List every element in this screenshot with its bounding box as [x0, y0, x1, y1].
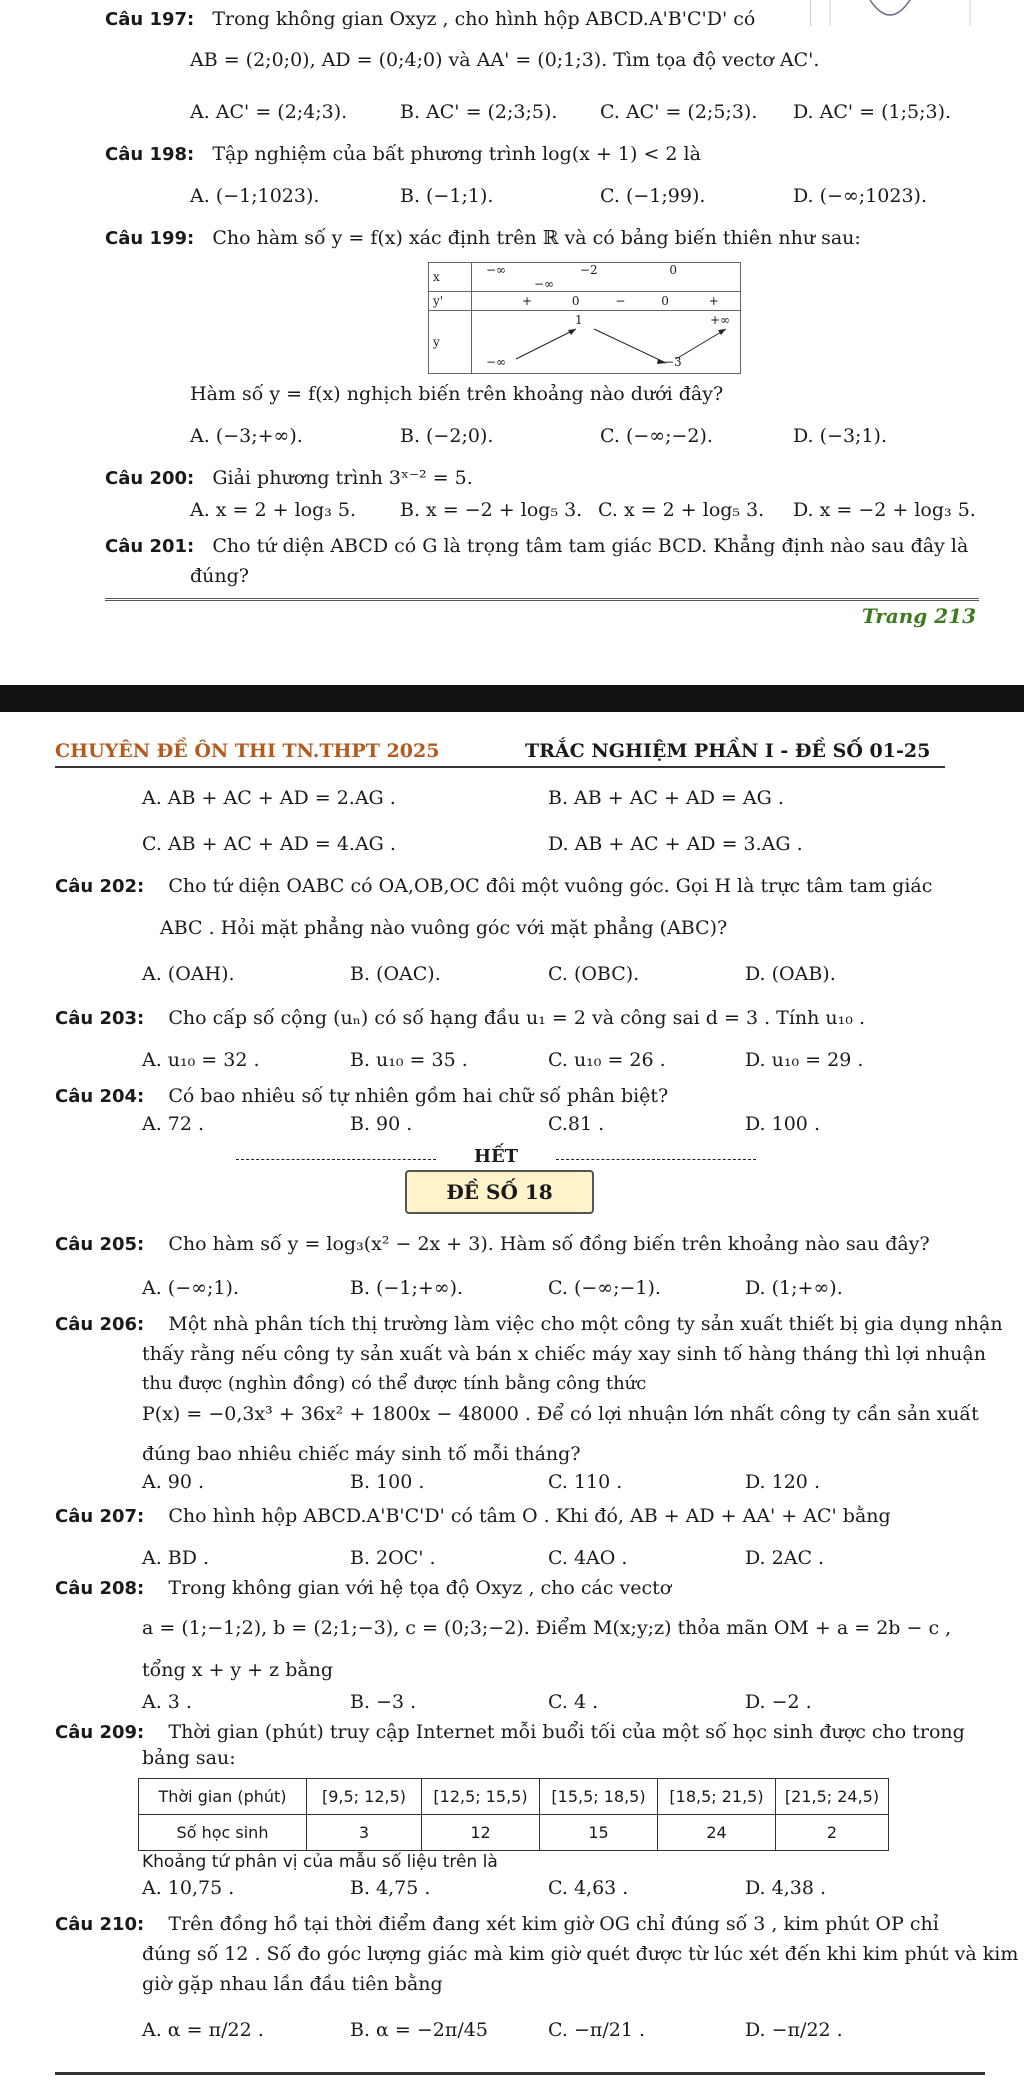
q210-line2: đúng số 12 . Số đo góc lượng giác mà kim giờ quét được từ lúc xét đến khi kim phút và kim [142, 1943, 1019, 1965]
q198-option-d[interactable]: D. (−∞;1023). [793, 185, 928, 207]
q210-line3: giờ gặp nhau lần đầu tiên bằng [142, 1973, 443, 1995]
q209-line3: Khoảng tứ phân vị của mẫu số liệu trên là [142, 1852, 498, 1872]
end-marker: HẾT [236, 1146, 756, 1167]
q208-option-d[interactable]: D. −2 . [745, 1691, 812, 1713]
q208-line2: a = (1;−1;2), b = (2;1;−3), c = (0;3;−2). Điểm M(x;y;z) thỏa mãn OM + a = 2b − c , [142, 1617, 952, 1639]
q206-option-b[interactable]: B. 100 . [350, 1471, 425, 1493]
q205-option-d[interactable]: D. (1;+∞). [745, 1277, 843, 1299]
q210-option-b[interactable]: B. α = −2π/45 [350, 2019, 488, 2041]
q209-option-a[interactable]: A. 10,75 . [142, 1877, 235, 1899]
q199-option-c[interactable]: C. (−∞;−2). [600, 425, 713, 447]
graph-decoration [810, 0, 1020, 26]
q202-option-d[interactable]: D. (OAB). [745, 963, 836, 985]
q200-option-a[interactable]: A. x = 2 + log₃ 5. [190, 499, 357, 521]
q199-question: Hàm số y = f(x) nghịch biến trên khoảng nào dưới đây? [190, 383, 724, 405]
variation-table: x −∞ −2 0 −∞ y' + 0 − 0 + y 1 +∞ −∞ −3 [428, 262, 741, 374]
q198-option-c[interactable]: C. (−1;99). [600, 185, 706, 207]
q209-option-d[interactable]: D. 4,38 . [745, 1877, 827, 1899]
q205-option-c[interactable]: C. (−∞;−1). [548, 1277, 661, 1299]
q208-option-a[interactable]: A. 3 . [142, 1691, 192, 1713]
q199-option-d[interactable]: D. (−3;1). [793, 425, 887, 447]
q208-option-c[interactable]: C. 4 . [548, 1691, 599, 1713]
q204-option-b[interactable]: B. 90 . [350, 1113, 413, 1135]
q198: Câu 198: Tập nghiệm của bất phương trình log(x + 1) < 2 là [105, 143, 701, 165]
q209-option-c[interactable]: C. 4,63 . [548, 1877, 629, 1899]
q205: Câu 205: Cho hàm số y = log₃(x² − 2x + 3). Hàm số đồng biến trên khoảng nào sau đây? [55, 1233, 930, 1255]
q206-line2: thấy rằng nếu công ty sản xuất và bán x chiếc máy xay sinh tố hàng tháng thì lợi nhuận [142, 1343, 986, 1365]
q207-option-a[interactable]: A. BD . [142, 1547, 210, 1569]
q201-option-b[interactable]: B. AB + AC + AD = AG . [548, 787, 784, 809]
q204-option-c[interactable]: C.81 . [548, 1113, 605, 1135]
q197-vectors: AB = (2;0;0), AD = (0;4;0) và AA' = (0;1;3). Tìm tọa độ vectơ AC'. [190, 49, 820, 71]
q209: Câu 209: Thời gian (phút) truy cập Internet mỗi buổi tối của một số học sinh được cho trong [55, 1721, 965, 1743]
q209-line2: bảng sau: [142, 1747, 236, 1769]
q197-option-b[interactable]: B. AC' = (2;3;5). [400, 101, 558, 123]
q202: Câu 202: Cho tứ diện OABC có OA,OB,OC đôi một vuông góc. Gọi H là trực tâm tam giác [55, 875, 933, 897]
q209-option-b[interactable]: B. 4,75 . [350, 1877, 431, 1899]
q198-option-b[interactable]: B. (−1;1). [400, 185, 494, 207]
q201: Câu 201: Cho tứ diện ABCD có G là trọng tâm tam giác BCD. Khẳng định nào sau đây là [105, 535, 969, 557]
bottom-rule [55, 2072, 985, 2075]
q207: Câu 207: Cho hình hộp ABCD.A'B'C'D' có tâm O . Khi đó, AB + AD + AA' + AC' bằng [55, 1505, 891, 1527]
frequency-table: Thời gian (phút) [9,5; 12,5) [12,5; 15,5) [15,5; 18,5) [18,5; 21,5) [21,5; 24,5) Số học sinh 3 12 15 24 2 [138, 1778, 889, 1851]
q205-option-a[interactable]: A. (−∞;1). [142, 1277, 239, 1299]
q210-option-d[interactable]: D. −π/22 . [745, 2019, 843, 2041]
q201-option-d[interactable]: D. AB + AC + AD = 3.AG . [548, 833, 803, 855]
q202-option-b[interactable]: B. (OAC). [350, 963, 441, 985]
q206-option-a[interactable]: A. 90 . [142, 1471, 205, 1493]
q199-option-b[interactable]: B. (−2;0). [400, 425, 494, 447]
q201-option-a[interactable]: A. AB + AC + AD = 2.AG . [142, 787, 396, 809]
q210: Câu 210: Trên đồng hồ tại thời điểm đang xét kim giờ OG chỉ đúng số 3 , kim phút OP chỉ [55, 1913, 939, 1935]
page-213 [0, 0, 1024, 685]
q197-option-a[interactable]: A. AC' = (2;4;3). [190, 101, 348, 123]
page-number: Trang 213 [861, 604, 976, 628]
q203-option-a[interactable]: A. u₁₀ = 32 . [142, 1049, 260, 1071]
page-gap [0, 685, 1024, 712]
header-rule [55, 766, 945, 768]
q203-option-b[interactable]: B. u₁₀ = 35 . [350, 1049, 468, 1071]
q197-option-c[interactable]: C. AC' = (2;5;3). [600, 101, 758, 123]
q207-option-c[interactable]: C. 4AO . [548, 1547, 628, 1569]
q207-option-d[interactable]: D. 2AC . [745, 1547, 825, 1569]
q200-option-b[interactable]: B. x = −2 + log₅ 3. [400, 499, 583, 521]
variation-arrows [476, 311, 736, 373]
q203: Câu 203: Cho cấp số cộng (uₙ) có số hạng đầu u₁ = 2 và công sai d = 3 . Tính u₁₀ . [55, 1007, 865, 1029]
q203-option-c[interactable]: C. u₁₀ = 26 . [548, 1049, 666, 1071]
q206-line4: P(x) = −0,3x³ + 36x² + 1800x − 48000 . Để có lợi nhuận lớn nhất công ty cần sản xuất [142, 1403, 979, 1425]
q204: Câu 204: Có bao nhiêu số tự nhiên gồm hai chữ số phân biệt? [55, 1085, 669, 1107]
q204-option-a[interactable]: A. 72 . [142, 1113, 205, 1135]
q210-option-c[interactable]: C. −π/21 . [548, 2019, 646, 2041]
q199: Câu 199: Cho hàm số y = f(x) xác định trên ℝ và có bảng biến thiên như sau: [105, 227, 861, 249]
q206-line5: đúng bao nhiêu chiếc máy sinh tố mỗi tháng? [142, 1443, 581, 1465]
q202-option-a[interactable]: A. (OAH). [142, 963, 235, 985]
q206-option-d[interactable]: D. 120 . [745, 1471, 820, 1493]
q202-option-c[interactable]: C. (OBC). [548, 963, 640, 985]
q200: Câu 200: Giải phương trình 3ˣ⁻² = 5. [105, 467, 473, 489]
header-left: CHUYÊN ĐỀ ÔN THI TN.THPT 2025 [55, 740, 440, 762]
q208-line3: tổng x + y + z bằng [142, 1659, 334, 1681]
header-right: TRẮC NGHIỆM PHẦN I - ĐỀ SỐ 01-25 [525, 740, 931, 762]
q206-option-c[interactable]: C. 110 . [548, 1471, 623, 1493]
page-divider [105, 598, 979, 601]
q201-option-c[interactable]: C. AB + AC + AD = 4.AG . [142, 833, 396, 855]
q197-option-d[interactable]: D. AC' = (1;5;3). [793, 101, 952, 123]
q203-option-d[interactable]: D. u₁₀ = 29 . [745, 1049, 864, 1071]
q208: Câu 208: Trong không gian với hệ tọa độ Oxyz , cho các vectơ [55, 1577, 672, 1599]
exam-number-badge: ĐỀ SỐ 18 [405, 1170, 594, 1214]
q207-option-b[interactable]: B. 2OC' . [350, 1547, 436, 1569]
q200-option-d[interactable]: D. x = −2 + log₃ 5. [793, 499, 976, 521]
q210-option-a[interactable]: A. α = π/22 . [142, 2019, 264, 2041]
q200-option-c[interactable]: C. x = 2 + log₅ 3. [598, 499, 765, 521]
q205-option-b[interactable]: B. (−1;+∞). [350, 1277, 464, 1299]
q208-option-b[interactable]: B. −3 . [350, 1691, 417, 1713]
q199-option-a[interactable]: A. (−3;+∞). [190, 425, 303, 447]
q206: Câu 206: Một nhà phân tích thị trường làm việc cho một công ty sản xuất thiết bị gia dụng nhận [55, 1313, 1003, 1335]
q204-option-d[interactable]: D. 100 . [745, 1113, 820, 1135]
q206-line3: thu được (nghìn đồng) có thể được tính bằng công thức [142, 1373, 647, 1394]
q197: Câu 197: Trong không gian Oxyz , cho hình hộp ABCD.A'B'C'D' có [105, 8, 756, 30]
q198-option-a[interactable]: A. (−1;1023). [190, 185, 320, 207]
q202-cont: ABC . Hỏi mặt phẳng nào vuông góc với mặt phẳng (ABC)? [160, 917, 728, 939]
q201-cont: đúng? [190, 565, 249, 587]
